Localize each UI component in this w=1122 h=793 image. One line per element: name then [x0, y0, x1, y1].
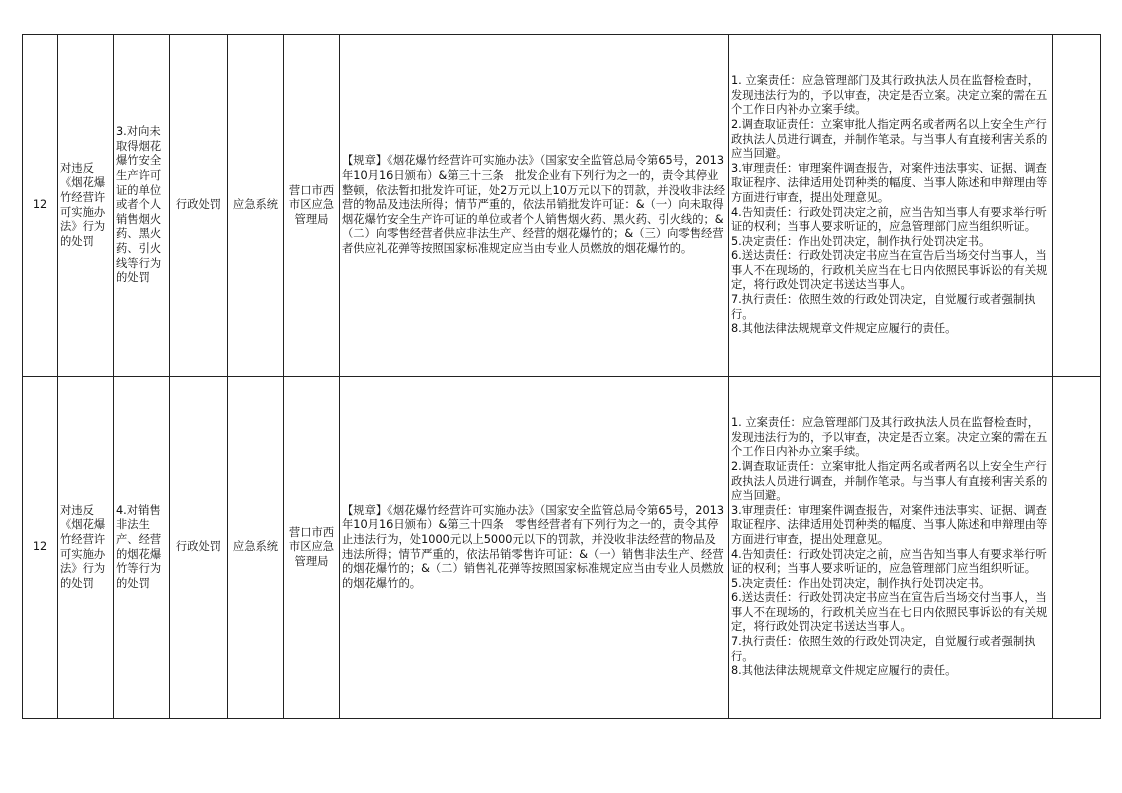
remark-cell	[1053, 35, 1101, 377]
responsibility-item: 4.告知责任：行政处罚决定之前，应当告知当事人有要求举行听证的权利；当事人要求听证的，应急管理部门应当组织听证。	[731, 205, 1047, 234]
sub-item-cell: 4.对销售非法生产、经营的烟花爆竹等行为的处罚	[114, 377, 170, 719]
legal-basis-cell: 【规章】《烟花爆竹经营许可实施办法》（国家安全监管总局令第65号，2013年10月16日颁布）&第三十四条 零售经营者有下列行为之一的，责令其停止违法行为，处1000元以上5000元以下的罚款，并没收非法经营的物品及违法所得；情节严重的，依法吊销零售许可证：&（一）销售非法生产、经营的烟花爆竹的；&（二）销售礼花弹等按照国家标准规定应当由专业人员燃放的烟花爆竹的。	[340, 377, 729, 719]
responsibility-item: 5.决定责任：作出处罚决定，制作执行处罚决定书。	[731, 576, 991, 590]
responsibility-item: 7.执行责任：依照生效的行政处罚决定，自觉履行或者强制执行。	[731, 635, 1036, 663]
responsibility-item: 6.送达责任：行政处罚决定书应当在宣告后当场交付当事人，当事人不在现场的，行政机关应当在七日内依照民事诉讼的有关规定，将行政处罚决定书送达当事人。	[731, 249, 1048, 292]
item-name-cell: 对违反《烟花爆竹经营许可实施办法》行为的处罚	[58, 377, 114, 719]
responsibility-item: 5.决定责任：作出处罚决定，制作执行处罚决定书。	[731, 234, 991, 248]
power-type-cell: 行政处罚	[170, 377, 228, 719]
serial-number-cell: 12	[23, 377, 58, 719]
department-cell: 营口市西市区应急管理局	[284, 377, 340, 719]
responsibility-item: 1. 立案责任：应急管理部门及其行政执法人员在监督检查时，发现违法行为的，予以审查，决定是否立案。决定立案的需在五个工作日内补办立案手续。	[731, 416, 1048, 459]
department-cell: 营口市西市区应急管理局	[284, 35, 340, 377]
responsibility-item: 2.调查取证责任：立案审批人指定两名或者两名以上安全生产行政执法人员进行调查，并制作笔录。与当事人有直接利害关系的应当回避。	[731, 117, 1048, 161]
responsibility-item: 8.其他法律法规规章文件规定应履行的责任。	[731, 322, 957, 336]
legal-basis-cell: 【规章】《烟花爆竹经营许可实施办法》（国家安全监管总局令第65号，2013年10月16日颁布）&第三十三条 批发企业有下列行为之一的，责令其停业整顿，依法暂扣批发许可证，处2万元以上10万元以下的罚款，并没收非法经营的物品及违法所得；情节严重的，依法吊销批发许可证：&（一）向未取得烟花爆竹安全生产许可证的单位或者个人销售烟火药、黑火药、引火线的；&（二）向零售经营者供应非法生产、经营的烟花爆竹的；&（三）向零售经营者供应礼花弹等按照国家标准规定应当由专业人员燃放的烟花爆竹的。	[340, 35, 729, 377]
responsibility-item: 3.审理责任：审理案件调查报告，对案件违法事实、证据、调查取证程序、法律适用处罚种类的幅度、当事人陈述和申辩理由等方面进行审查，提出处理意见。	[731, 161, 1048, 204]
sub-item-cell: 3.对向未取得烟花爆竹安全生产许可证的单位或者个人销售烟火药、黑火药、引火线等行为的处罚	[114, 35, 170, 377]
responsibility-item: 2.调查取证责任：立案审批人指定两名或者两名以上安全生产行政执法人员进行调查，并制作笔录。与当事人有直接利害关系的应当回避。	[731, 459, 1048, 503]
responsibility-item: 6.送达责任：行政处罚决定书应当在宣告后当场交付当事人，当事人不在现场的，行政机关应当在七日内依照民事诉讼的有关规定，将行政处罚决定书送达当事人。	[731, 591, 1048, 634]
responsibility-cell	[729, 377, 1053, 719]
system-cell: 应急系统	[228, 35, 284, 377]
responsibility-item: 8.其他法律法规规章文件规定应履行的责任。	[731, 664, 957, 678]
system-cell: 应急系统	[228, 377, 284, 719]
responsibility-item: 7.执行责任：依照生效的行政处罚决定，自觉履行或者强制执行。	[731, 293, 1036, 321]
responsibility-item: 1. 立案责任：应急管理部门及其行政执法人员在监督检查时，发现违法行为的，予以审查，决定是否立案。决定立案的需在五个工作日内补办立案手续。	[731, 74, 1048, 117]
table-row	[23, 377, 1101, 719]
responsibility-cell	[729, 35, 1053, 377]
power-list-table	[22, 34, 1101, 719]
serial-number-cell: 12	[23, 35, 58, 377]
item-name-cell: 对违反《烟花爆竹经营许可实施办法》行为的处罚	[58, 35, 114, 377]
responsibility-item: 4.告知责任：行政处罚决定之前，应当告知当事人有要求举行听证的权利；当事人要求听证的，应急管理部门应当组织听证。	[731, 547, 1047, 576]
remark-cell	[1053, 377, 1101, 719]
table-row	[23, 35, 1101, 377]
power-type-cell: 行政处罚	[170, 35, 228, 377]
responsibility-item: 3.审理责任：审理案件调查报告，对案件违法事实、证据、调查取证程序、法律适用处罚种类的幅度、当事人陈述和申辩理由等方面进行审查，提出处理意见。	[731, 503, 1048, 546]
